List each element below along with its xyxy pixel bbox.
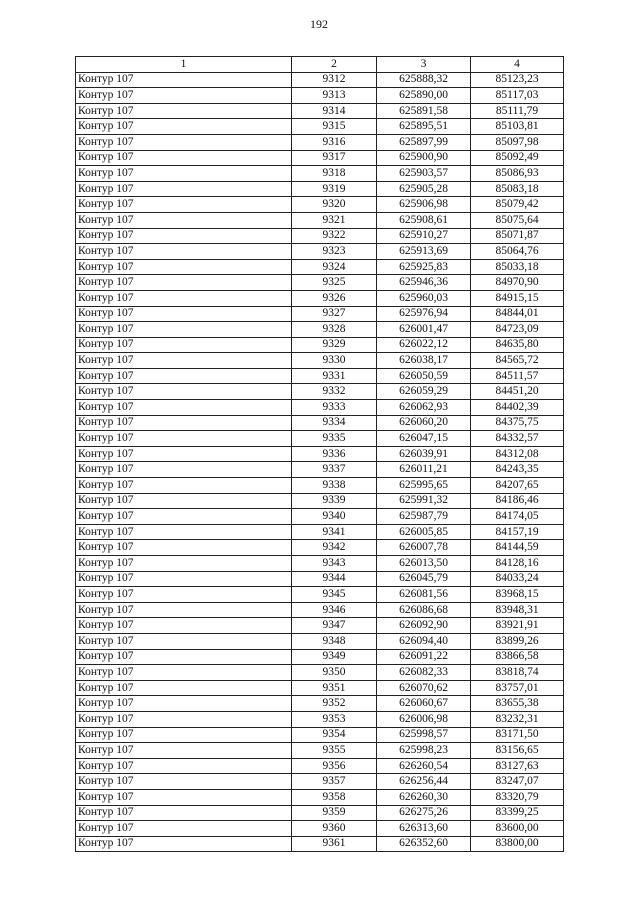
x-coordinate-cell: 625913,69: [377, 244, 471, 260]
y-coordinate-cell: 84635,80: [471, 337, 564, 353]
y-coordinate-cell: 84033,24: [471, 571, 564, 587]
point-number-cell: 9335: [292, 431, 377, 447]
contour-cell: Контур 107: [76, 462, 292, 478]
point-number-cell: 9342: [292, 540, 377, 556]
y-coordinate-cell: 83156,65: [471, 743, 564, 759]
point-number-cell: 9360: [292, 821, 377, 837]
x-coordinate-cell: 626007,78: [377, 540, 471, 556]
x-coordinate-cell: 626352,60: [377, 836, 471, 852]
table-row: [76, 493, 564, 509]
table-row: [76, 758, 564, 774]
table-row: [76, 322, 564, 338]
y-coordinate-cell: 85033,18: [471, 259, 564, 275]
x-coordinate-cell: 626082,33: [377, 665, 471, 681]
y-coordinate-cell: 85083,18: [471, 181, 564, 197]
point-number-cell: 9313: [292, 88, 377, 104]
point-number-cell: 9312: [292, 72, 377, 88]
x-coordinate-cell: 625905,28: [377, 181, 471, 197]
table-row: [76, 556, 564, 572]
x-coordinate-cell: 626070,62: [377, 680, 471, 696]
x-coordinate-cell: 626050,59: [377, 368, 471, 384]
contour-cell: Контур 107: [76, 556, 292, 572]
contour-cell: Контур 107: [76, 680, 292, 696]
point-number-cell: 9323: [292, 244, 377, 260]
y-coordinate-cell: 85079,42: [471, 197, 564, 213]
table-row: [76, 649, 564, 665]
y-coordinate-cell: 83866,58: [471, 649, 564, 665]
contour-cell: Контур 107: [76, 805, 292, 821]
contour-cell: Контур 107: [76, 306, 292, 322]
contour-cell: Контур 107: [76, 228, 292, 244]
point-number-cell: 9332: [292, 384, 377, 400]
point-number-cell: 9325: [292, 275, 377, 291]
x-coordinate-cell: 626091,22: [377, 649, 471, 665]
contour-cell: Контур 107: [76, 618, 292, 634]
contour-cell: Контур 107: [76, 758, 292, 774]
point-number-cell: 9347: [292, 618, 377, 634]
x-coordinate-cell: 626038,17: [377, 353, 471, 369]
x-coordinate-cell: 626022,12: [377, 337, 471, 353]
table-row: [76, 524, 564, 540]
contour-cell: Контур 107: [76, 134, 292, 150]
y-coordinate-cell: 85092,49: [471, 150, 564, 166]
x-coordinate-cell: 626062,93: [377, 400, 471, 416]
x-coordinate-cell: 625925,83: [377, 259, 471, 275]
y-coordinate-cell: 85071,87: [471, 228, 564, 244]
table-row: [76, 134, 564, 150]
contour-cell: Контур 107: [76, 821, 292, 837]
point-number-cell: 9322: [292, 228, 377, 244]
contour-cell: Контур 107: [76, 446, 292, 462]
y-coordinate-cell: 84186,46: [471, 493, 564, 509]
y-coordinate-cell: 84844,01: [471, 306, 564, 322]
y-coordinate-cell: 84312,08: [471, 446, 564, 462]
contour-cell: Контур 107: [76, 88, 292, 104]
table-row: [76, 368, 564, 384]
table-row: [76, 150, 564, 166]
y-coordinate-cell: 85086,93: [471, 166, 564, 182]
contour-cell: Контур 107: [76, 212, 292, 228]
table-row: [76, 119, 564, 135]
table-row: [76, 212, 564, 228]
point-number-cell: 9357: [292, 774, 377, 790]
table-row: [76, 633, 564, 649]
y-coordinate-cell: 85117,03: [471, 88, 564, 104]
point-number-cell: 9333: [292, 400, 377, 416]
contour-cell: Контур 107: [76, 431, 292, 447]
point-number-cell: 9317: [292, 150, 377, 166]
contour-cell: Контур 107: [76, 244, 292, 260]
x-coordinate-cell: 626039,91: [377, 446, 471, 462]
table-row: [76, 680, 564, 696]
point-number-cell: 9336: [292, 446, 377, 462]
contour-cell: Контур 107: [76, 540, 292, 556]
column-header-1: 1: [76, 57, 292, 73]
contour-cell: Контур 107: [76, 836, 292, 852]
column-header-2: 2: [292, 57, 377, 73]
point-number-cell: 9356: [292, 758, 377, 774]
contour-cell: Контур 107: [76, 415, 292, 431]
contour-cell: Контур 107: [76, 493, 292, 509]
y-coordinate-cell: 83757,01: [471, 680, 564, 696]
x-coordinate-cell: 626005,85: [377, 524, 471, 540]
table-row: [76, 665, 564, 681]
contour-cell: Контур 107: [76, 711, 292, 727]
x-coordinate-cell: 626047,15: [377, 431, 471, 447]
table-row: [76, 509, 564, 525]
table-row: [76, 805, 564, 821]
y-coordinate-cell: 84723,09: [471, 322, 564, 338]
contour-cell: Контур 107: [76, 649, 292, 665]
y-coordinate-cell: 85064,76: [471, 244, 564, 260]
x-coordinate-cell: 626059,29: [377, 384, 471, 400]
table-row: [76, 353, 564, 369]
contour-cell: Контур 107: [76, 290, 292, 306]
y-coordinate-cell: 84174,05: [471, 509, 564, 525]
point-number-cell: 9328: [292, 322, 377, 338]
contour-cell: Контур 107: [76, 72, 292, 88]
x-coordinate-cell: 625900,90: [377, 150, 471, 166]
x-coordinate-cell: 626275,26: [377, 805, 471, 821]
contour-cell: Контур 107: [76, 259, 292, 275]
table-row: [76, 306, 564, 322]
x-coordinate-cell: 626011,21: [377, 462, 471, 478]
point-number-cell: 9320: [292, 197, 377, 213]
point-number-cell: 9354: [292, 727, 377, 743]
point-number-cell: 9314: [292, 103, 377, 119]
y-coordinate-cell: 83818,74: [471, 665, 564, 681]
table-row: [76, 618, 564, 634]
table-row: [76, 836, 564, 852]
contour-cell: Контур 107: [76, 665, 292, 681]
point-number-cell: 9327: [292, 306, 377, 322]
x-coordinate-cell: 625987,79: [377, 509, 471, 525]
contour-cell: Контур 107: [76, 400, 292, 416]
y-coordinate-cell: 83320,79: [471, 789, 564, 805]
point-number-cell: 9361: [292, 836, 377, 852]
table-row: [76, 711, 564, 727]
table-row: [76, 197, 564, 213]
x-coordinate-cell: 625890,00: [377, 88, 471, 104]
contour-cell: Контур 107: [76, 743, 292, 759]
point-number-cell: 9348: [292, 633, 377, 649]
header-row: [76, 57, 564, 73]
table-row: [76, 446, 564, 462]
y-coordinate-cell: 83600,00: [471, 821, 564, 837]
table-row: [76, 415, 564, 431]
x-coordinate-cell: 626086,68: [377, 602, 471, 618]
contour-cell: Контур 107: [76, 337, 292, 353]
table-row: [76, 290, 564, 306]
contour-cell: Контур 107: [76, 150, 292, 166]
y-coordinate-cell: 84565,72: [471, 353, 564, 369]
y-coordinate-cell: 83247,07: [471, 774, 564, 790]
y-coordinate-cell: 83127,63: [471, 758, 564, 774]
table-row: [76, 571, 564, 587]
table-row: [76, 774, 564, 790]
contour-cell: Контур 107: [76, 322, 292, 338]
y-coordinate-cell: 85075,64: [471, 212, 564, 228]
contour-cell: Контур 107: [76, 181, 292, 197]
x-coordinate-cell: 626060,67: [377, 696, 471, 712]
point-number-cell: 9321: [292, 212, 377, 228]
x-coordinate-cell: 626081,56: [377, 587, 471, 603]
contour-cell: Контур 107: [76, 103, 292, 119]
y-coordinate-cell: 83921,91: [471, 618, 564, 634]
contour-cell: Контур 107: [76, 509, 292, 525]
table-row: [76, 540, 564, 556]
table-row: [76, 181, 564, 197]
y-coordinate-cell: 84207,65: [471, 478, 564, 494]
x-coordinate-cell: 626001,47: [377, 322, 471, 338]
contour-cell: Контур 107: [76, 587, 292, 603]
x-coordinate-cell: 625906,98: [377, 197, 471, 213]
contour-cell: Контур 107: [76, 478, 292, 494]
contour-cell: Контур 107: [76, 633, 292, 649]
x-coordinate-cell: 626045,79: [377, 571, 471, 587]
point-number-cell: 9345: [292, 587, 377, 603]
x-coordinate-cell: 625960,03: [377, 290, 471, 306]
point-number-cell: 9318: [292, 166, 377, 182]
y-coordinate-cell: 84451,20: [471, 384, 564, 400]
table-row: [76, 462, 564, 478]
y-coordinate-cell: 85103,81: [471, 119, 564, 135]
column-header-3: 3: [377, 57, 471, 73]
table-row: [76, 337, 564, 353]
x-coordinate-cell: 626094,40: [377, 633, 471, 649]
y-coordinate-cell: 84128,16: [471, 556, 564, 572]
point-number-cell: 9338: [292, 478, 377, 494]
x-coordinate-cell: 625903,57: [377, 166, 471, 182]
x-coordinate-cell: 625908,61: [377, 212, 471, 228]
table-row: [76, 478, 564, 494]
contour-cell: Контур 107: [76, 384, 292, 400]
point-number-cell: 9351: [292, 680, 377, 696]
x-coordinate-cell: 626256,44: [377, 774, 471, 790]
y-coordinate-cell: 83800,00: [471, 836, 564, 852]
contour-cell: Контур 107: [76, 368, 292, 384]
point-number-cell: 9352: [292, 696, 377, 712]
table-row: [76, 587, 564, 603]
x-coordinate-cell: 625998,57: [377, 727, 471, 743]
x-coordinate-cell: 625976,94: [377, 306, 471, 322]
x-coordinate-cell: 625888,32: [377, 72, 471, 88]
point-number-cell: 9339: [292, 493, 377, 509]
table-row: [76, 259, 564, 275]
y-coordinate-cell: 83171,50: [471, 727, 564, 743]
table-header: [76, 57, 564, 73]
table-row: [76, 821, 564, 837]
y-coordinate-cell: 83968,15: [471, 587, 564, 603]
point-number-cell: 9340: [292, 509, 377, 525]
table-row: [76, 228, 564, 244]
x-coordinate-cell: 625897,99: [377, 134, 471, 150]
table-row: [76, 275, 564, 291]
table-row: [76, 103, 564, 119]
x-coordinate-cell: 626060,20: [377, 415, 471, 431]
point-number-cell: 9358: [292, 789, 377, 805]
contour-cell: Контур 107: [76, 789, 292, 805]
point-number-cell: 9346: [292, 602, 377, 618]
contour-cell: Контур 107: [76, 727, 292, 743]
contour-cell: Контур 107: [76, 571, 292, 587]
x-coordinate-cell: 626313,60: [377, 821, 471, 837]
y-coordinate-cell: 83655,38: [471, 696, 564, 712]
contour-cell: Контур 107: [76, 353, 292, 369]
table-row: [76, 789, 564, 805]
table-row: [76, 400, 564, 416]
contour-cell: Контур 107: [76, 197, 292, 213]
x-coordinate-cell: 625895,51: [377, 119, 471, 135]
y-coordinate-cell: 84511,57: [471, 368, 564, 384]
x-coordinate-cell: 626260,54: [377, 758, 471, 774]
y-coordinate-cell: 83232,31: [471, 711, 564, 727]
y-coordinate-cell: 85097,98: [471, 134, 564, 150]
x-coordinate-cell: 626006,98: [377, 711, 471, 727]
point-number-cell: 9350: [292, 665, 377, 681]
contour-cell: Контур 107: [76, 119, 292, 135]
x-coordinate-cell: 626260,30: [377, 789, 471, 805]
table-row: [76, 431, 564, 447]
column-header-4: 4: [471, 57, 564, 73]
y-coordinate-cell: 83399,25: [471, 805, 564, 821]
point-number-cell: 9326: [292, 290, 377, 306]
contour-cell: Контур 107: [76, 275, 292, 291]
table-row: [76, 72, 564, 88]
y-coordinate-cell: 84970,90: [471, 275, 564, 291]
x-coordinate-cell: 625891,58: [377, 103, 471, 119]
table-row: [76, 166, 564, 182]
point-number-cell: 9343: [292, 556, 377, 572]
x-coordinate-cell: 626013,50: [377, 556, 471, 572]
contour-cell: Контур 107: [76, 602, 292, 618]
y-coordinate-cell: 84332,57: [471, 431, 564, 447]
table-body: [76, 72, 564, 852]
point-number-cell: 9324: [292, 259, 377, 275]
y-coordinate-cell: 83899,26: [471, 633, 564, 649]
y-coordinate-cell: 83948,31: [471, 602, 564, 618]
contour-cell: Контур 107: [76, 524, 292, 540]
point-number-cell: 9353: [292, 711, 377, 727]
table-row: [76, 727, 564, 743]
y-coordinate-cell: 84402,39: [471, 400, 564, 416]
y-coordinate-cell: 84915,15: [471, 290, 564, 306]
table-row: [76, 384, 564, 400]
x-coordinate-cell: 625991,32: [377, 493, 471, 509]
x-coordinate-cell: 626092,90: [377, 618, 471, 634]
point-number-cell: 9319: [292, 181, 377, 197]
point-number-cell: 9330: [292, 353, 377, 369]
point-number-cell: 9359: [292, 805, 377, 821]
y-coordinate-cell: 85111,79: [471, 103, 564, 119]
contour-cell: Контур 107: [76, 774, 292, 790]
point-number-cell: 9337: [292, 462, 377, 478]
point-number-cell: 9355: [292, 743, 377, 759]
table-row: [76, 244, 564, 260]
coordinates-table: [75, 56, 564, 852]
contour-cell: Контур 107: [76, 696, 292, 712]
table-row: [76, 743, 564, 759]
point-number-cell: 9349: [292, 649, 377, 665]
y-coordinate-cell: 84144,59: [471, 540, 564, 556]
point-number-cell: 9344: [292, 571, 377, 587]
y-coordinate-cell: 84157,19: [471, 524, 564, 540]
y-coordinate-cell: 84375,75: [471, 415, 564, 431]
table-row: [76, 602, 564, 618]
y-coordinate-cell: 85123,23: [471, 72, 564, 88]
x-coordinate-cell: 625998,23: [377, 743, 471, 759]
point-number-cell: 9315: [292, 119, 377, 135]
point-number-cell: 9329: [292, 337, 377, 353]
table-row: [76, 88, 564, 104]
point-number-cell: 9331: [292, 368, 377, 384]
point-number-cell: 9316: [292, 134, 377, 150]
table-row: [76, 696, 564, 712]
x-coordinate-cell: 625910,27: [377, 228, 471, 244]
point-number-cell: 9334: [292, 415, 377, 431]
y-coordinate-cell: 84243,35: [471, 462, 564, 478]
x-coordinate-cell: 625995,65: [377, 478, 471, 494]
point-number-cell: 9341: [292, 524, 377, 540]
x-coordinate-cell: 625946,36: [377, 275, 471, 291]
page-number: 192: [310, 17, 328, 31]
contour-cell: Контур 107: [76, 166, 292, 182]
